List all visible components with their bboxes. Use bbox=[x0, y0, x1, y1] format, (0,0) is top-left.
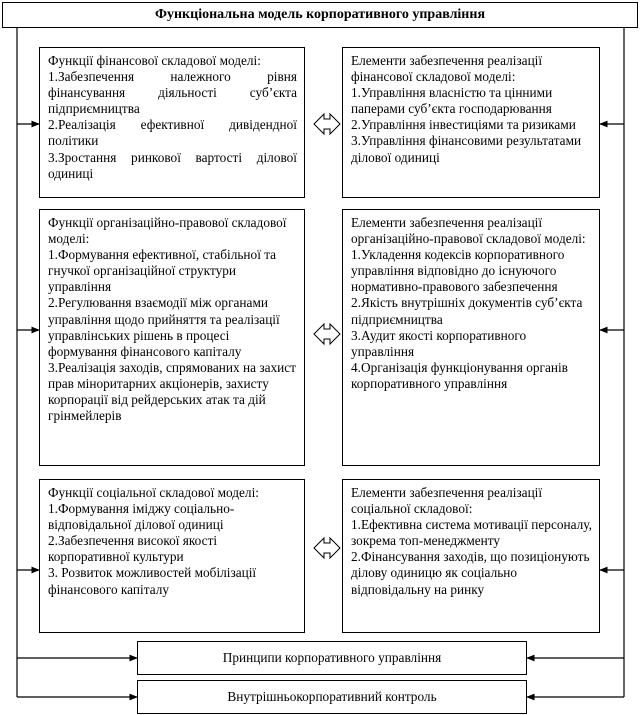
diagram-title: Функціональна модель корпоративного управління bbox=[2, 2, 638, 28]
list-item: 2.Реалізація ефективної дивідендної політики bbox=[48, 117, 297, 149]
social-functions-box bbox=[39, 479, 305, 633]
box-heading: Функції соціальної складової моделі: bbox=[48, 485, 259, 500]
list-item: 1.Управління власністю та цінними паперами суб’єкта господарювання bbox=[351, 85, 553, 117]
organizational-legal-functions-box bbox=[39, 209, 305, 466]
list-item: 2.Фінансування заходів, що позиціонують ділову одиницю як соціально відповідальну на ринку bbox=[351, 549, 590, 597]
list-item: 3.Управління фінансовими результатами ділової одиниці bbox=[351, 133, 582, 165]
list-item: 3. Розвиток можливостей мобілізації фінансового капіталу bbox=[48, 565, 257, 597]
list-item: 2.Забезпечення високої якості корпоративної культури bbox=[48, 533, 218, 565]
social-elements-box bbox=[342, 479, 600, 633]
list-item: 1.Формування ефективної, стабільної та гнучкої організаційної структури управління bbox=[48, 247, 277, 295]
financial-functions-box bbox=[39, 47, 305, 198]
list-item: 3.Аудит якості корпоративного управління bbox=[351, 327, 527, 359]
double-arrow-icon bbox=[314, 538, 340, 558]
list-item: 4.Організація функціонування органів корпоративного управління bbox=[351, 359, 568, 391]
list-item: 2.Регулювання взаємодії між органами управління щодо прийняття та реалізації управлінських рішень в процесі формування фінансового капіталу bbox=[48, 295, 280, 359]
list-item: 2.Якість внутрішніх документів суб’єкта підприємництва bbox=[351, 295, 583, 327]
box-heading: Елементи забезпечення реалізації соціальної складової: bbox=[351, 485, 543, 517]
box-heading: Функції організаційно-правової складової моделі: bbox=[48, 215, 287, 247]
list-item: 1.Ефективна система мотивації персоналу, зокрема топ-менеджменту bbox=[351, 517, 592, 549]
list-item: 2.Управління інвестиціями та ризиками bbox=[351, 117, 576, 133]
principles-box: Принципи корпоративного управління bbox=[137, 641, 527, 675]
box-heading: Елементи забезпечення реалізації фінансової складової моделі: bbox=[351, 53, 543, 85]
organizational-legal-elements-box bbox=[342, 209, 600, 466]
list-item: 1.Формування іміджу соціально-відповідальної ділової одиниці bbox=[48, 501, 235, 533]
double-arrow-icon bbox=[314, 114, 340, 134]
financial-elements-box bbox=[342, 47, 600, 198]
list-item: 3.Реалізація заходів, спрямованих на захист прав міноритарних акціонерів, захисту корпорації від рейдерських атак та дій грінмейлерів bbox=[48, 359, 296, 424]
list-item: 1.Укладення кодексів корпоративного управління відповідно до існуючого нормативно-правового забезпечення bbox=[351, 247, 565, 295]
list-item: 3.Зростання ринкової вартості ділової одиниці bbox=[48, 149, 297, 181]
internal-control-box: Внутрішньокорпоративний контроль bbox=[137, 680, 527, 714]
list-item: 1.Забезпечення належного рівня фінансування діяльності суб’єкта підприємництва bbox=[48, 69, 297, 117]
box-heading: Функції фінансової складової моделі: bbox=[48, 53, 261, 68]
double-arrow-icon bbox=[314, 324, 340, 344]
box-heading: Елементи забезпечення реалізації організаційно-правової складової моделі: bbox=[351, 215, 586, 247]
